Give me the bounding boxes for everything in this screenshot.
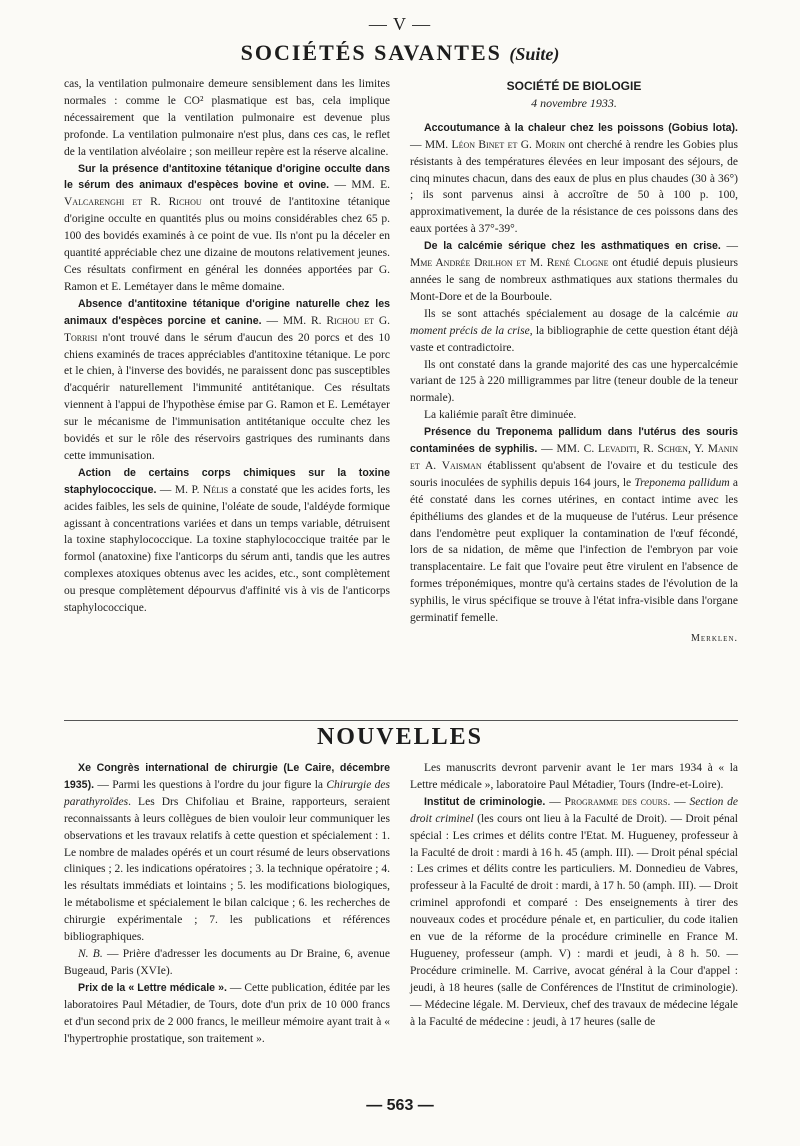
article-heading: Institut de criminologie. (424, 795, 546, 808)
paragraph: La kaliémie paraît être diminuée. (424, 409, 577, 422)
paragraph: Les manuscrits devront parvenir avant le 1er mars 1934 à « la Lettre médicale », laboratoire Paul Métadier, Tours (Indre-et-Loire). (410, 762, 738, 791)
article-authors: M. P. Nélis (174, 483, 229, 496)
article-authors: MM. Léon Binet et G. Morin (424, 138, 566, 151)
article-authors: Mme Andrée Drilhon et M. René Clogne (410, 257, 609, 270)
emphasis: au moment précis de la crise (410, 307, 739, 337)
section-heading: SOCIÉTÉ DE BIOLOGIE (506, 79, 642, 93)
text-run: Ils se sont attachés spécialement au dosage de la calcémie (424, 307, 721, 320)
left-column (64, 76, 390, 617)
paragraph: Ils ont constaté dans la grande majorité des cas une hypercalcémie variant de 125 à 220 milligrammes par litre (teneur double de la teneur normale). (410, 358, 738, 405)
article (410, 794, 738, 1031)
article-heading: De la calcémie sérique chez les asthmatiques en crise. (424, 240, 721, 253)
article: Sur la présence d'antitoxine tétanique d'origine occulte dans le sérum des animaux d'espèces bovine et ovine. — MM. E. Valcarenghi et R. Richou ont trouvé de l'antitoxine tétanique d'origine occulte en quantités plus ou moins considérables chez 65 p. 100 des bovidés examinés à ce point de vue. Ils n'ont pu la déceler en quantité appréciable chez une dizaine de moutons relativement jeunes. Ces résultats confirment en général les données apportées par G. Ramon et E. Lemétayer dans le même domaine. (64, 162, 391, 293)
signature: Merklen. (691, 633, 738, 644)
article (64, 980, 390, 1048)
article-text: ont cherché à rendre les Gobies plus résistants à des températures élevées en leur imposant des séjours, de cinq minutes chacun, dans des eaux de plus en plus chaudes (30 à 36°) ; ils sont parvenus ainsi à accroître de 50 à 100 p. 100, approximativement, la durée de la résistance de ces poissons dans des eaux portées à 37°-39°. (410, 138, 738, 236)
nouvelles-left-column (64, 760, 390, 1047)
program-label: — Programme des cours. — (545, 795, 686, 808)
paragraph (410, 306, 738, 357)
article: Accoutumance à la chaleur chez les poissons (Gobius lota). — MM. Léon Binet et G. Morin ont cherché à rendre les Gobies plus résistants à des températures élevées en leur imposant des séjours, de cinq minutes chacun, dans des eaux de plus en plus chaudes (30 à 36°) ; ils sont parvenus ainsi à accroître de 50 à 100 p. 100, approximativement, la durée de la résistance de ces poissons dans des eaux portées à 37°-39°. (410, 121, 738, 236)
article-heading: Prix de la « Lettre médicale ». (78, 981, 227, 994)
article-heading: Xe Congrès international de chirurgie (Le Caire, décembre 1935). (64, 762, 390, 791)
masthead-title: SOCIÉTÉS SAVANTES (240, 40, 502, 65)
article-text: ont trouvé de l'antitoxine tétanique d'origine occulte en quantités plus ou moins considérables chez 65 p. 100 des bovidés examinés à ce point de vue. Ils n'ont pu la déceler en quantité appréciable chez une dizaine de moutons relativement jeunes. Ces résultats confirment en général les données apportées par G. Ramon et E. Lemétayer dans le même domaine. (64, 196, 390, 293)
article-authors: MM. E. Valcarenghi et R. Richou (64, 179, 391, 209)
article: De la calcémie sérique chez les asthmatiques en crise. — Mme Andrée Drilhon et M. René Clogne ont étudié depuis plusieurs années le sang de nombreux asthmatiques aux stations thermales du Mont-Dore et de la Bourboule. (410, 240, 739, 303)
right-column (410, 76, 738, 648)
text-run: . Les Drs Chifoliau et Braine, rapporteurs, seraient reconnaissants à leurs collègues de bien vouloir leur communiquer les observations et les travaux relatifs à cette question et spécialement : 1. Le nombre de malades opérés et un court résumé de leurs observations cliniques ; 2. les indications opératoires ; 3. la technique opératoire ; 4. les résultats immédiats et lointains ; 5. les modifications biologiques, le métabolisme et spécialement le bilan calcique ; 6. les recherches de chirurgie expérimentale ; 7. les publications et références bibliographiques. (64, 795, 390, 944)
emphasis: Section de droit criminel (410, 795, 739, 825)
article-text: a constaté que les acides forts, les acides faibles, les sels de quinine, l'oléate de soude, l'aldéyde formique agissant à concentrations variées et dans un temps variable, détruisent la toxine staphylococcique. La toxine staphylococcique traitée par le formol (anatoxine) fixe l'anticorps du sérum anti, tandis que les autres complexes atoxiques obtenus avec les acides, etc., sont complètement ou presque complètement dépourvus d'affinité vis à vis de l'anticorps staphylococcique. (64, 483, 391, 615)
emphasis: Chirurgie des parathyroïdes (64, 778, 390, 808)
text-run: — Prière d'adresser les documents au Dr Braine, 6, avenue Bugeaud, Paris (XVIe). (64, 947, 390, 977)
article-heading: Absence d'antitoxine tétanique d'origine naturelle chez les animaux d'espèces porcine et canine. (64, 297, 390, 327)
article (64, 760, 390, 946)
article-text: ont étudié depuis plusieurs années le sang de nombreux asthmatiques aux stations thermales du Mont-Dore et de la Bourboule. (410, 257, 738, 303)
nouvelles-right-column (410, 760, 738, 1031)
article-heading: Sur la présence d'antitoxine tétanique d'origine occulte dans le sérum des animaux d'espèces bovine et ovine. (64, 162, 390, 192)
page-roman-numeral: — V — (368, 14, 432, 34)
note-label: N. B. (78, 947, 103, 960)
article-heading: Accoutumance à la chaleur chez les poissons (Gobius lota). (424, 121, 738, 134)
text-run: établissent qu'absent de l'ovaire et du testicule des souris inoculées de syphilis depuis 164 jours, le (410, 459, 738, 489)
article: Action de certains corps chimiques sur la toxine staphylococcique. — M. P. Nélis a constaté que les acides forts, les acides faibles, les sels de quinine, l'oléate de soude, l'aldéyde formique agissant à concentrations variées et dans un temps variable, détruisent la toxine staphylococcique. La toxine staphylococcique traitée par le formol (anatoxine) fixe l'anticorps du sérum anti, tandis que les autres complexes atoxiques obtenus avec les acides, etc., sont complètement ou presque complètement dépourvus d'affinité vis à vis de l'anticorps staphylococcique. (64, 466, 391, 615)
article-heading: Présence du Treponema pallidum dans l'utérus des souris contaminées de syphilis. (410, 426, 738, 456)
article-text: n'ont trouvé dans le sérum d'aucun des 20 porcs et des 10 chiens examinés de traces appréciables d'antitoxine tétanique. Le porc et le chien, à l'inverse des bovidés, ne paraissent donc pas susceptibles d'acquérir naturellement l'immunité antitétanique. Ces résultats viennent à l'appui de l'hypothèse émise par G. Ramon et E. Lemétayer sur le mécanisme de l'immunisation antitétanique occulte chez les bovidés et sur le rôle des réservoirs gastriques des ruminants dans cette immunisation. (64, 331, 390, 462)
text-run: , la bibliographie de cette question étant déjà vaste et contradictoire. (410, 324, 738, 354)
masthead (0, 40, 800, 66)
text-run: — Cette publication, éditée par les laboratoires Paul Métadier, de Tours, dote d'un prix de 10 000 francs et d'un second prix de 2 000 francs, le meilleur mémoire ayant trait à « l'hypertrophie prostatique, son traitement ». (64, 981, 390, 1045)
text-run: (les cours ont lieu à la Faculté de Droit). — Droit pénal spécial : Les crimes et délits contre l'Etat. M. Hugueney, professeur à la Faculté de droit : mardi à 16 h. 45 (amph. III). — Droit pénal spécial : Les crimes et délits contre les particuliers. M. Donnedieu de Vabres, professeur à la Faculté de droit : mardi, à 17 h. 50 (amph. III). — Droit criminel approfondi et comparé : Des enseignements à tirer des nouveaux codes et procédure pénale et, en particulier, du code italien en vue de la réforme de la procédure criminelle en France M. Hugueney, professeur (amph. V) : mardi et jeudi, à 8 h. 50. — Procédure criminelle. M. Carrive, avocat général à la Cour d'appel : jeudi, à 18 heures (salle de Conférences de l'Institut de criminologie). — Médecine légale. M. Dervieux, chef des travaux de médecine légale à la Faculté de médecine : jeudi, à 17 heures (salle de (410, 812, 738, 1028)
emphasis: Treponema pallidum (634, 476, 730, 489)
article-heading: Action de certains corps chimiques sur la toxine staphylococcique. (64, 466, 390, 496)
article: Présence du Treponema pallidum dans l'utérus des souris contaminées de syphilis. — MM. C. Levaditi, R. Schœn, Y. Manin et A. Vaisman établissent qu'absent de l'ovaire et du testicule des souris inoculées de syphilis depuis 164 jours, le Treponema pallidum a été constaté dans les cornes utérines, en contact intime avec les épithéliums des glandes et de la muqueuse de l'utérus. Leur présence dans l'endomètre peut expliquer la contamination de l'œuf fécondé, lors de sa nidation, de même que l'infection de l'embryon par voie transplacentaire. Le fait que l'ovaire peut être virulent en l'absence de formes tréponémiques, montre qu'à certains stades de l'évolution de la syphilis, le virus spécifique se trouve à l'état infra-visible dans l'organe germinatif femelle. (410, 426, 739, 625)
article: Absence d'antitoxine tétanique d'origine naturelle chez les animaux d'espèces porcine et canine. — MM. R. Richou et G. Torrisi n'ont trouvé dans le sérum d'aucun des 20 porcs et des 10 chiens examinés de traces appréciables d'antitoxine tétanique. Le porc et le chien, à l'inverse des bovidés, ne paraissent donc pas susceptibles d'acquérir naturellement l'immunité antitétanique. Ces résultats viennent à l'appui de l'hypothèse émise par G. Ramon et E. Lemétayer sur le mécanisme de l'immunisation antitétanique occulte chez les bovidés et sur le rôle des réservoirs gastriques des ruminants dans cette immunisation. (64, 297, 391, 462)
article-authors: MM. C. Levaditi, R. Schœn, Y. Manin et A. Vaisman (410, 443, 738, 472)
article-authors: MM. R. Richou et G. Torrisi (64, 314, 391, 344)
note (64, 946, 390, 980)
text-run: a été constaté dans les cornes utérines, en contact intime avec les épithéliums des glandes et de la muqueuse de l'utérus. Leur présence dans l'endomètre peut expliquer la contamination de l'œuf fécondé, lors de sa nidation, de même que l'infection de l'embryon par voie transplacentaire. Le fait que l'ovaire peut être virulent en l'absence de formes tréponémiques, montre qu'à certains stades de l'évolution de la syphilis, le virus spécifique se trouve à l'état infra-visible dans l'organe germinatif femelle. (410, 476, 739, 625)
text-run: — Parmi les questions à l'ordre du jour figure la (94, 778, 324, 791)
masthead-suite: (Suite) (509, 44, 560, 64)
divider (64, 720, 738, 721)
paragraph: cas, la ventilation pulmonaire demeure sensiblement dans les limites normales : comme le CO² plasmatique est bas, cela implique nécessairement que la ventilation pulmonaire est devenue plus profonde. La ventilation pulmonaire n'est plus, dans ces cas, le reflet de la ventilation alvéolaire ; son meilleur repère est la réserve alcaline. (64, 78, 390, 158)
nouvelles-heading: NOUVELLES (316, 724, 484, 750)
page-number: — 563 — (366, 1097, 434, 1114)
section-date: 4 novembre 1933. (531, 95, 617, 110)
